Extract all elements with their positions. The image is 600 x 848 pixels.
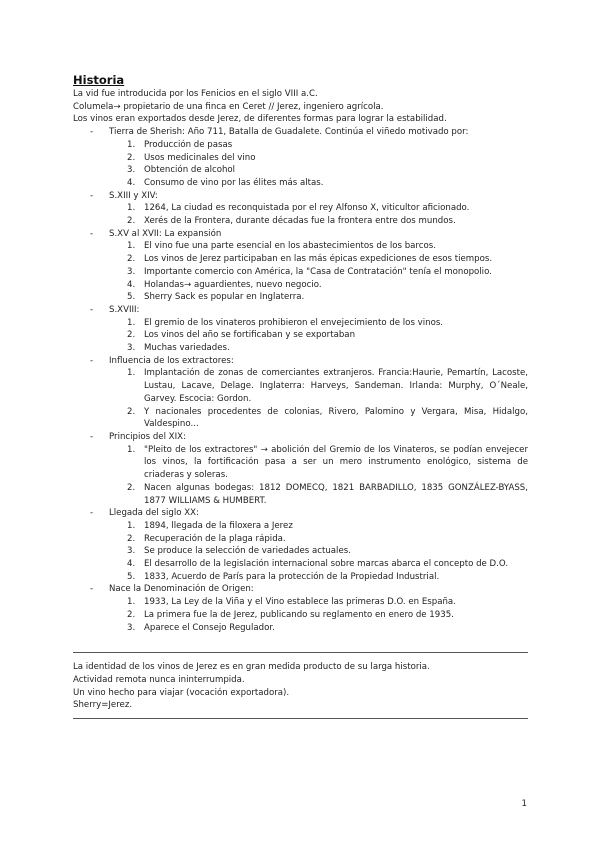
intro-line: La vid fue introducida por los Fenicios en el siglo VIII a.C.: [73, 89, 318, 99]
intro-block: [73, 88, 528, 126]
section-heading: Llegada del siglo XX:: [109, 508, 199, 519]
list-item-text: Los vinos de Jerez participaban en las más épicas expediciones de esos tiempos.: [144, 254, 493, 265]
summary-line: La identidad de los vinos de Jerez es en gran medida producto de su larga historia.: [73, 662, 430, 673]
list-item: 1. 1933, La Ley de la Viña y el Vino establece las primeras D.O. en España.: [127, 597, 456, 608]
page-title: Historia: [73, 73, 125, 87]
list-item: 1. 1894, llegada de la filoxera a Jerez: [127, 520, 293, 531]
list-item-text: Holandas→ aguardientes, nuevo negocio.: [144, 279, 322, 290]
section-s-xv-xvii: [73, 228, 528, 304]
page-number: 1: [521, 799, 527, 809]
intro-line: Columela→ propietario de una finca en Ceret // Jerez, ingeniero agrícola.: [73, 101, 384, 112]
list-item: 2. Recuperación de la plaga rápida.: [127, 533, 286, 544]
list-item-text: Importante comercio con América, la "Casa de Contratación" tenía el monopolio.: [144, 266, 492, 277]
list-item-text: Aparece el Consejo Regulador.: [144, 622, 275, 633]
numbered-list: [109, 317, 528, 355]
numbered-list: [109, 520, 528, 584]
list-item-text: El vino fue una parte esencial en los abastecimientos de los barcos.: [144, 241, 436, 252]
summary-line: Actividad remota nunca ininterrumpida.: [73, 674, 245, 685]
list-item: 4. Consumo de vino por las élites más altas.: [127, 177, 324, 188]
list-item-text: Recuperación de la plaga rápida.: [144, 533, 286, 544]
list-item: 1. Producción de pasas: [127, 139, 233, 150]
numbered-list: [109, 240, 528, 304]
list-item: 4. El desarrollo de la legislación internacional sobre marcas abarca el concepto de D.O.: [127, 559, 509, 570]
list-item-text: Se produce la selección de variedades actuales.: [144, 546, 351, 557]
list-item: 1. 1264, La ciudad es reconquistada por el rey Alfonso X, viticultor aficionado.: [127, 203, 470, 214]
list-item-text: Implantación de zonas de comerciantes extranjeros. Francia:Haurie, Pemartín, Lacoste, Lustau, Lacave, Delage. Inglaterra: Harveys, Sandeman. Irlanda: Murphy, O´Neale, Garvey. Escocia: Gordon.: [144, 368, 528, 404]
list-item: 4. Holandas→ aguardientes, nuevo negocio.: [127, 279, 322, 290]
section-denominacion-origen: [73, 583, 528, 634]
section-heading: Principios del XIX:: [109, 431, 186, 442]
section-heading: S.XVIII:: [109, 304, 140, 315]
section-heading: Influencia de los extractores:: [109, 355, 234, 366]
list-item-text: Los vinos del año se fortificaban y se exportaban: [144, 330, 356, 341]
list-item-text: Nacen algunas bodegas: 1812 DOMECQ, 1821 BARBADILLO, 1835 GONZÁLEZ-BYASS, 1877 WILLIAMS & HUMBERT.: [144, 482, 528, 506]
list-item-text: Xerés de la Frontera, durante décadas fue la frontera entre dos mundos.: [144, 216, 456, 227]
list-item: 5. 1833, Acuerdo de París para la protección de la Propiedad Industrial.: [127, 571, 440, 582]
section-heading: Tierra de Sherish: Año 711, Batalla de Guadalete. Continúa el viñedo motivado por:: [109, 127, 469, 138]
dash-bullet: -: [90, 228, 94, 239]
list-item: 3. Importante comercio con América, la "Casa de Contratación" tenía el monopolio.: [127, 266, 492, 277]
list-item: 2. Xerés de la Frontera, durante décadas fue la frontera entre dos mundos.: [127, 216, 456, 227]
list-item-text: Producción de pasas: [144, 139, 233, 150]
list-item-text: Y nacionales procedentes de colonias, Rivero, Palomino y Vergara, Misa, Hidalgo, Valdespino...: [144, 406, 528, 430]
numbered-list: [109, 202, 528, 227]
list-item: 1. Implantación de zonas de comerciantes extranjeros. Francia:Haurie, Pemartín, Lacoste, Lustau, Lacave, Delage. Inglaterra: Harveys, Sandeman. Irlanda: Murphy, O´Neale, Garvey. Escocia: Gordon.: [127, 368, 528, 404]
section-influencia-extractores: [73, 355, 528, 431]
history-sections: [73, 126, 528, 634]
list-item-text: Sherry Sack es popular en Inglaterra.: [144, 292, 305, 303]
summary-block: [73, 661, 528, 712]
dash-bullet: -: [90, 190, 94, 201]
list-item-text: 1833, Acuerdo de París para la protección de la Propiedad Industrial.: [144, 571, 440, 582]
list-item-text: "Pleito de los extractores" → abolición del Gremio de los Vinateros, se podían envejecer los vinos, la fortificación pasa a ser un mero instrumento enológico, sistema de criaderas y soleras.: [144, 444, 528, 481]
list-item-text: Usos medicinales del vino: [144, 152, 256, 163]
list-item: 2. Nacen algunas bodegas: 1812 DOMECQ, 1821 BARBADILLO, 1835 GONZÁLEZ-BYASS, 1877 WILLIAMS & HUMBERT.: [127, 482, 528, 506]
divider-line: [73, 718, 528, 719]
list-item: 1. El gremio de los vinateros prohibieron el envejecimiento de los vinos.: [127, 317, 444, 328]
list-item-text: El gremio de los vinateros prohibieron el envejecimiento de los vinos.: [144, 317, 444, 328]
divider-line: [73, 652, 528, 653]
numbered-list: [109, 139, 528, 190]
list-item-text: 1264, La ciudad es reconquistada por el rey Alfonso X, viticultor aficionado.: [144, 203, 470, 214]
list-item: 2. Los vinos del año se fortificaban y se exportaban: [127, 330, 356, 341]
list-item-text: El desarrollo de la legislación internacional sobre marcas abarca el concepto de D.O.: [144, 559, 509, 570]
list-item-text: 1894, llegada de la filoxera a Jerez: [144, 520, 293, 531]
list-item: 2. Usos medicinales del vino: [127, 152, 256, 163]
numbered-list: [109, 444, 528, 508]
list-item: 1. "Pleito de los extractores" → abolición del Gremio de los Vinateros, se podían envejecer los vinos, la fortificación pasa a ser un mero instrumento enológico, sistema de criaderas y soleras.: [127, 444, 528, 481]
section-heading: Nace la Denominación de Origen:: [109, 584, 254, 595]
list-item-text: Consumo de vino por las élites más altas.: [144, 177, 324, 188]
numbered-list: [109, 596, 528, 634]
section-tierra-de-sherish: [73, 126, 528, 190]
numbered-list: [109, 367, 528, 431]
dash-bullet: -: [90, 584, 94, 595]
list-item-text: La primera fue la de Jerez, publicando su reglamento en enero de 1935.: [144, 609, 454, 620]
list-item-text: 1933, La Ley de la Viña y el Vino establece las primeras D.O. en España.: [144, 597, 456, 608]
list-item-text: Muchas variedades.: [144, 343, 230, 354]
section-s-xviii: [73, 304, 528, 355]
section-heading: S.XIII y XIV:: [109, 190, 158, 201]
list-item: 3. Se produce la selección de variedades actuales.: [127, 546, 351, 557]
dash-bullet: -: [90, 508, 94, 519]
list-item: 5. Sherry Sack es popular en Inglaterra.: [127, 292, 305, 303]
dash-bullet: -: [90, 431, 94, 442]
list-item: 3. Muchas variedades.: [127, 343, 230, 354]
list-item: 2. La primera fue la de Jerez, publicando su reglamento en enero de 1935.: [127, 609, 454, 620]
section-llegada-siglo-xx: [73, 507, 528, 583]
intro-line: Los vinos eran exportados desde Jerez, de diferentes formas para lograr la estabilidad.: [73, 114, 447, 125]
section-s-xiii-xiv: [73, 190, 528, 228]
list-item: 2. Y nacionales procedentes de colonias, Rivero, Palomino y Vergara, Misa, Hidalgo, Valdespino...: [127, 406, 528, 430]
document-body: [73, 72, 528, 719]
section-principios-xix: [73, 431, 528, 507]
list-item: 3. Obtención de alcohol: [127, 165, 236, 176]
summary-line: Sherry=Jerez.: [73, 700, 133, 711]
list-item-text: Obtención de alcohol: [144, 165, 236, 176]
summary-line: Un vino hecho para viajar (vocación exportadora).: [73, 687, 290, 698]
section-heading: S.XV al XVII: La expansión: [109, 228, 222, 239]
dash-bullet: -: [90, 355, 94, 366]
list-item: 2. Los vinos de Jerez participaban en las más épicas expediciones de esos tiempos.: [127, 254, 493, 265]
dash-bullet: -: [90, 304, 94, 315]
list-item: 1. El vino fue una parte esencial en los abastecimientos de los barcos.: [127, 241, 436, 252]
dash-bullet: -: [90, 127, 94, 138]
list-item: 3. Aparece el Consejo Regulador.: [127, 622, 275, 633]
